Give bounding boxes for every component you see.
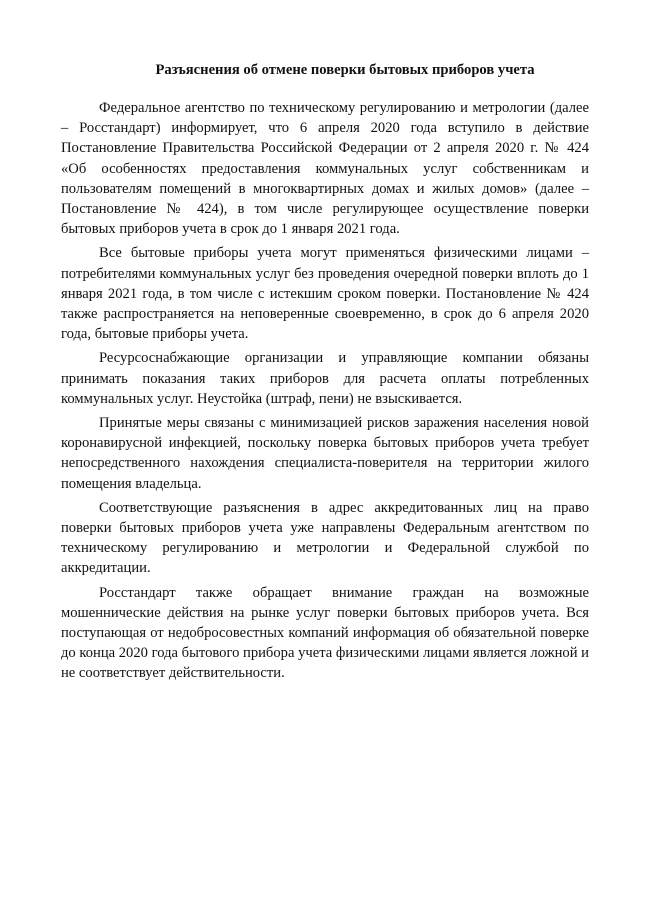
- document-page: [61, 60, 589, 688]
- document-title: Разъяснения об отмене поверки бытовых приборов учета: [155, 62, 535, 78]
- paragraph-4: Принятые меры связаны с минимизацией рисков заражения населения новой коронавирусной инфекцией, поскольку поверка бытовых приборов учета требует непосредственного нахождения специалиста-поверителя на территории жилого помещения владельца.: [61, 415, 589, 492]
- paragraph-5: Соответствующие разъяснения в адрес аккредитованных лиц на право поверки бытовых приборов учета уже направлены Федеральным агентством по техническому регулированию и метрологии и Федеральной службой по аккредитации.: [61, 499, 589, 577]
- paragraph-2: Все бытовые приборы учета могут применяться физическими лицами – потребителями коммунальных услуг без проведения очередной поверки вплоть до 1 января 2021 года, в том числе с истекшим сроком поверки. Постановление № 424 также распространяется на неповеренные своевременно, в срок до 6 апреля 2020 года, бытовые приборы учета.: [61, 245, 589, 343]
- paragraph-6: Росстандарт также обращает внимание граждан на возможные мошеннические действия на рынке услуг поверки бытовых приборов учета. Вся поступающая от недобросовестных компаний информация об обязательной поверке до конца 2020 года бытового прибора учета физическими лицами является ложной и не соответствует действительности.: [61, 584, 589, 682]
- paragraph-1: Федеральное агентство по техническому регулированию и метрологии (далее – Росстандарт) информирует, что 6 апреля 2020 года вступило в действие Постановление Правительства Российской Федерации от 2 апреля 2020 г. № 424 «Об особенностях предоставления коммунальных услуг собственникам и пользователям помещений в многоквартирных домах и жилых домов» (далее – Постановление № 424), в том числе регулирующее осуществление поверки бытовых приборов учета в срок до 1 января 2021 года.: [61, 100, 589, 238]
- paragraph-3: Ресурсоснабжающие организации и управляющие компании обязаны принимать показания таких приборов для расчета оплаты потребленных коммунальных услуг. Неустойка (штраф, пени) не взыскивается.: [61, 350, 589, 407]
